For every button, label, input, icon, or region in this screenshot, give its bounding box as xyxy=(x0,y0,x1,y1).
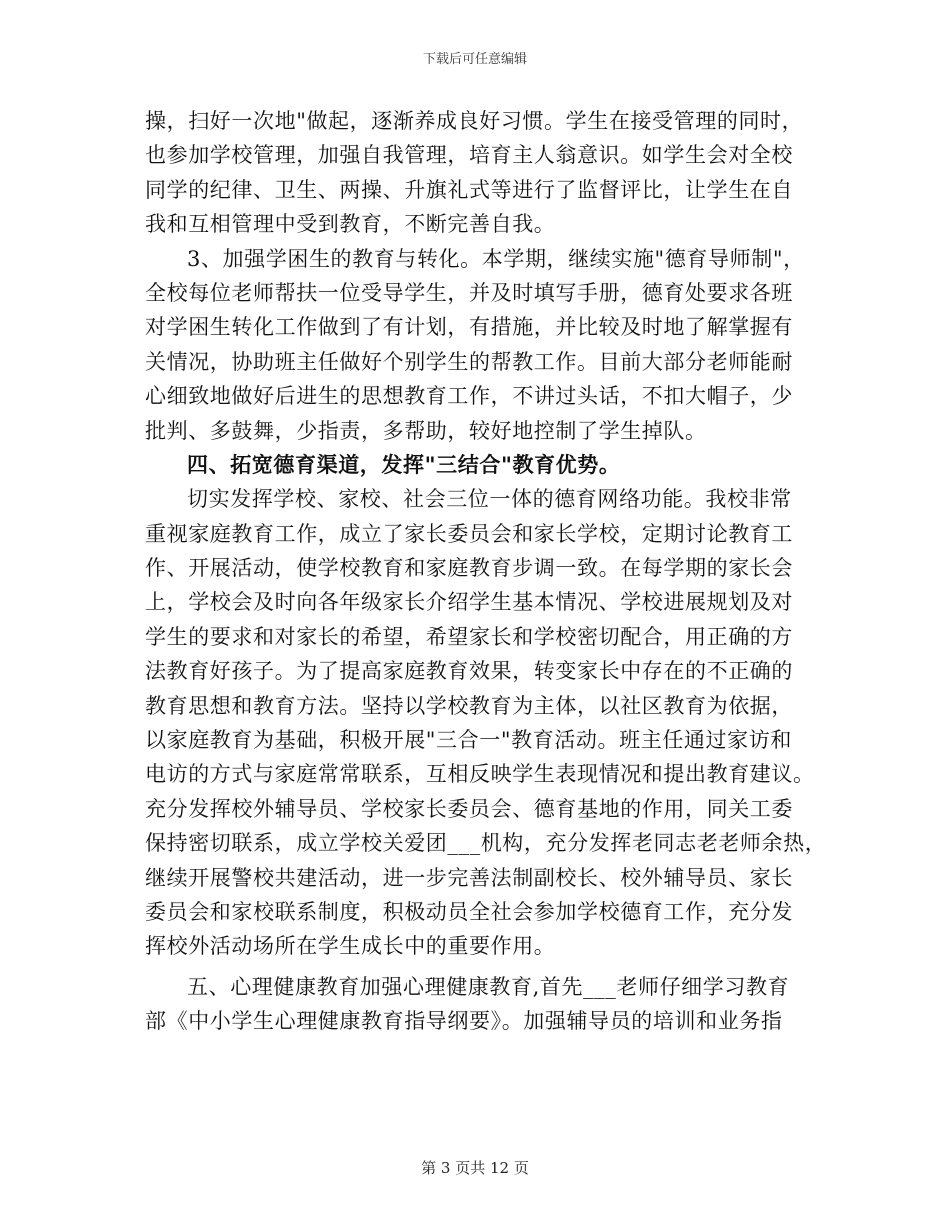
body-line: 也参加学校管理，加强自我管理，培育主人翁意识。如学生会对全校 xyxy=(145,143,793,168)
body-line: 重视家庭教育工作，成立了家长委员会和家长学校，定期讨论教育工 xyxy=(145,521,793,546)
body-line: 对学困生转化工作做到了有计划，有措施，并比较及时地了解掌握有 xyxy=(145,315,793,340)
body-line: 同学的纪律、卫生、两操、升旗礼式等进行了监督评比，让学生在自 xyxy=(145,177,793,202)
paragraph-start-line: 3、加强学困生的教育与转化。本学期，继续实施"德育导师制"， xyxy=(187,246,805,271)
body-line: 关情况，协助班主任做好个别学生的帮教工作。目前大部分老师能耐 xyxy=(145,349,793,374)
body-line: 全校每位老师帮扶一位受导学生，并及时填写手册，德育处要求各班 xyxy=(145,280,793,305)
body-line: 教育思想和教育方法。坚持以学校教育为主体，以社区教育为依据， xyxy=(145,693,793,718)
paragraph-start-line: 五、心理健康教育加强心理健康教育,首先___老师仔细学习教育 xyxy=(187,974,790,999)
body-line: 以家庭教育为基础，积极开展"三合一"教育活动。班主任通过家访和 xyxy=(145,728,792,753)
body-line: 委员会和家校联系制度，积极动员全社会参加学校德育工作，充分发 xyxy=(145,899,793,924)
body-line: 心细致地做好后进生的思想教育工作，不讲过头话，不扣大帽子，少 xyxy=(145,384,793,409)
body-line: 部《中小学生心理健康教育指导纲要》。加强辅导员的培训和业务指 xyxy=(145,1009,783,1034)
body-line: 保持密切联系，成立学校关爱团___机构，充分发挥老同志老老师余热， xyxy=(145,831,827,856)
body-line: 学生的要求和对家长的希望，希望家长和学校密切配合，用正确的方 xyxy=(145,624,793,649)
body-line: 作、开展活动，使学校教育和家庭教育步调一致。在每学期的家长会 xyxy=(145,556,793,581)
body-line: 充分发挥校外辅导员、学校家长委员会、德育基地的作用，同关工委 xyxy=(145,796,793,821)
body-line: 法教育好孩子。为了提高家庭教育效果，转变家长中存在的不正确的 xyxy=(145,659,793,684)
page-header: 下载后可任意编辑 xyxy=(422,52,527,67)
section-heading: 四、拓宽德育渠道，发挥"三结合"教育优势。 xyxy=(187,452,621,477)
body-line: 电访的方式与家庭常常联系，互相反映学生表现情况和提出教育建议。 xyxy=(145,762,815,787)
body-line: 继续开展警校共建活动，进一步完善法制副校长、校外辅导员、家长 xyxy=(145,865,793,890)
paragraph-start-line: 切实发挥学校、家校、社会三位一体的德育网络功能。我校非常 xyxy=(187,487,792,512)
body-line: 操，扫好一次地"做起，逐渐养成良好习惯。学生在接受管理的同时， xyxy=(145,109,804,133)
body-line: 挥校外活动场所在学生成长中的重要作用。 xyxy=(145,934,556,959)
body-line: 上，学校会及时向各年级家长介绍学生基本情况、学校进展规划及对 xyxy=(145,590,793,615)
body-line: 我和互相管理中受到教育，不断完善自我。 xyxy=(145,212,556,237)
document-body xyxy=(145,104,827,1039)
page-number: 第 3 页共 12 页 xyxy=(421,1159,529,1177)
body-line: 批判、多鼓舞，少指责，多帮助，较好地控制了学生掉队。 xyxy=(145,418,707,443)
